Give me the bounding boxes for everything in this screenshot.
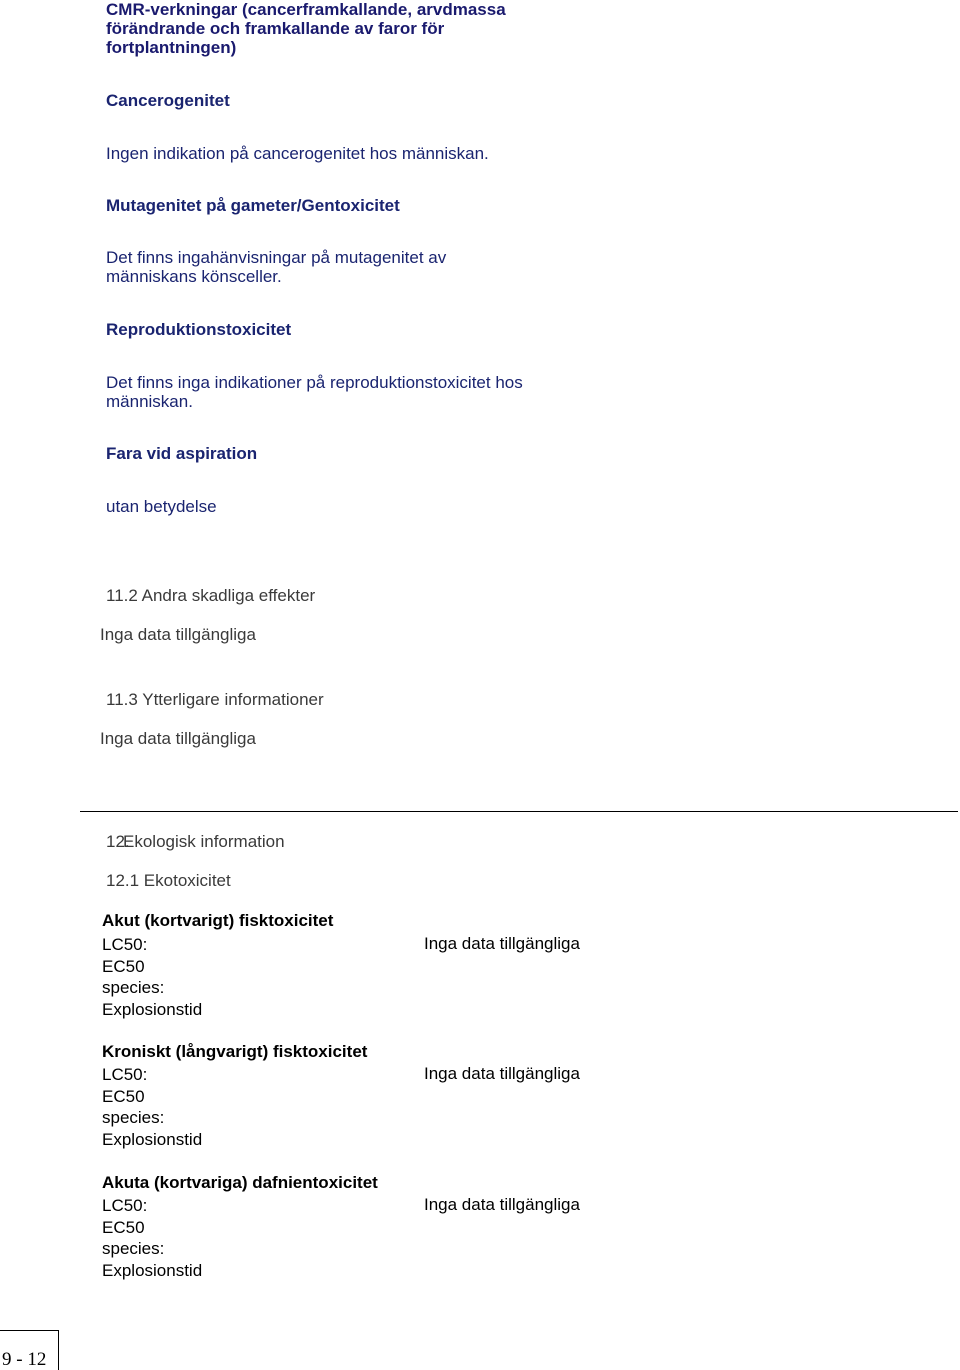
carcinogenicity-title: Cancerogenitet: [106, 91, 230, 110]
section-divider: [80, 811, 958, 812]
page-number: 9 - 12: [2, 1349, 47, 1370]
section-11-3-text: Inga data tillgängliga: [100, 729, 256, 748]
acute-daphnia-toxicity-title: Akuta (kortvariga) dafnientoxicitet: [102, 1173, 378, 1192]
cmr-heading: CMR-verkningar (cancerframkallande, arvdmassa förändrande och framkallande av faror för fortplantningen): [106, 0, 506, 57]
mutagenicity-text: Det finns ingahänvisningar på mutagenitet av människans könsceller.: [106, 248, 447, 286]
chronic-fish-toxicity-title: Kroniskt (långvarigt) fisktoxicitet: [102, 1042, 368, 1061]
section-12-title: Ekologisk information: [123, 832, 285, 851]
carcinogenicity-text: Ingen indikation på cancerogenitet hos människan.: [106, 144, 489, 163]
acute-fish-toxicity-value: Inga data tillgängliga: [424, 934, 580, 953]
section-11-2-title: 11.2 Andra skadliga effekter: [106, 586, 316, 605]
section-12-1-title: 12.1 Ekotoxicitet: [106, 871, 231, 890]
reproductive-toxicity-text: Det finns inga indikationer på reproduktionstoxicitet hos människan.: [106, 373, 523, 411]
acute-daphnia-toxicity-params: LC50: EC50 species: Explosionstid: [102, 1196, 203, 1281]
acute-fish-toxicity-params: LC50: EC50 species: Explosionstid: [102, 935, 203, 1020]
section-11-3-title: 11.3 Ytterligare informationer: [106, 690, 324, 709]
reproductive-toxicity-title: Reproduktionstoxicitet: [106, 320, 292, 339]
mutagenicity-title: Mutagenitet på gameter/Gentoxicitet: [106, 196, 400, 215]
chronic-fish-toxicity-value: Inga data tillgängliga: [424, 1064, 580, 1083]
acute-fish-toxicity-title: Akut (kortvarigt) fisktoxicitet: [102, 911, 334, 930]
section-11-2-text: Inga data tillgängliga: [100, 625, 256, 644]
acute-daphnia-toxicity-value: Inga data tillgängliga: [424, 1195, 580, 1214]
aspiration-hazard-text: utan betydelse: [106, 497, 217, 516]
section-12-number: 12.: [106, 832, 130, 851]
aspiration-hazard-title: Fara vid aspiration: [106, 444, 258, 463]
chronic-fish-toxicity-params: LC50: EC50 species: Explosionstid: [102, 1065, 203, 1150]
